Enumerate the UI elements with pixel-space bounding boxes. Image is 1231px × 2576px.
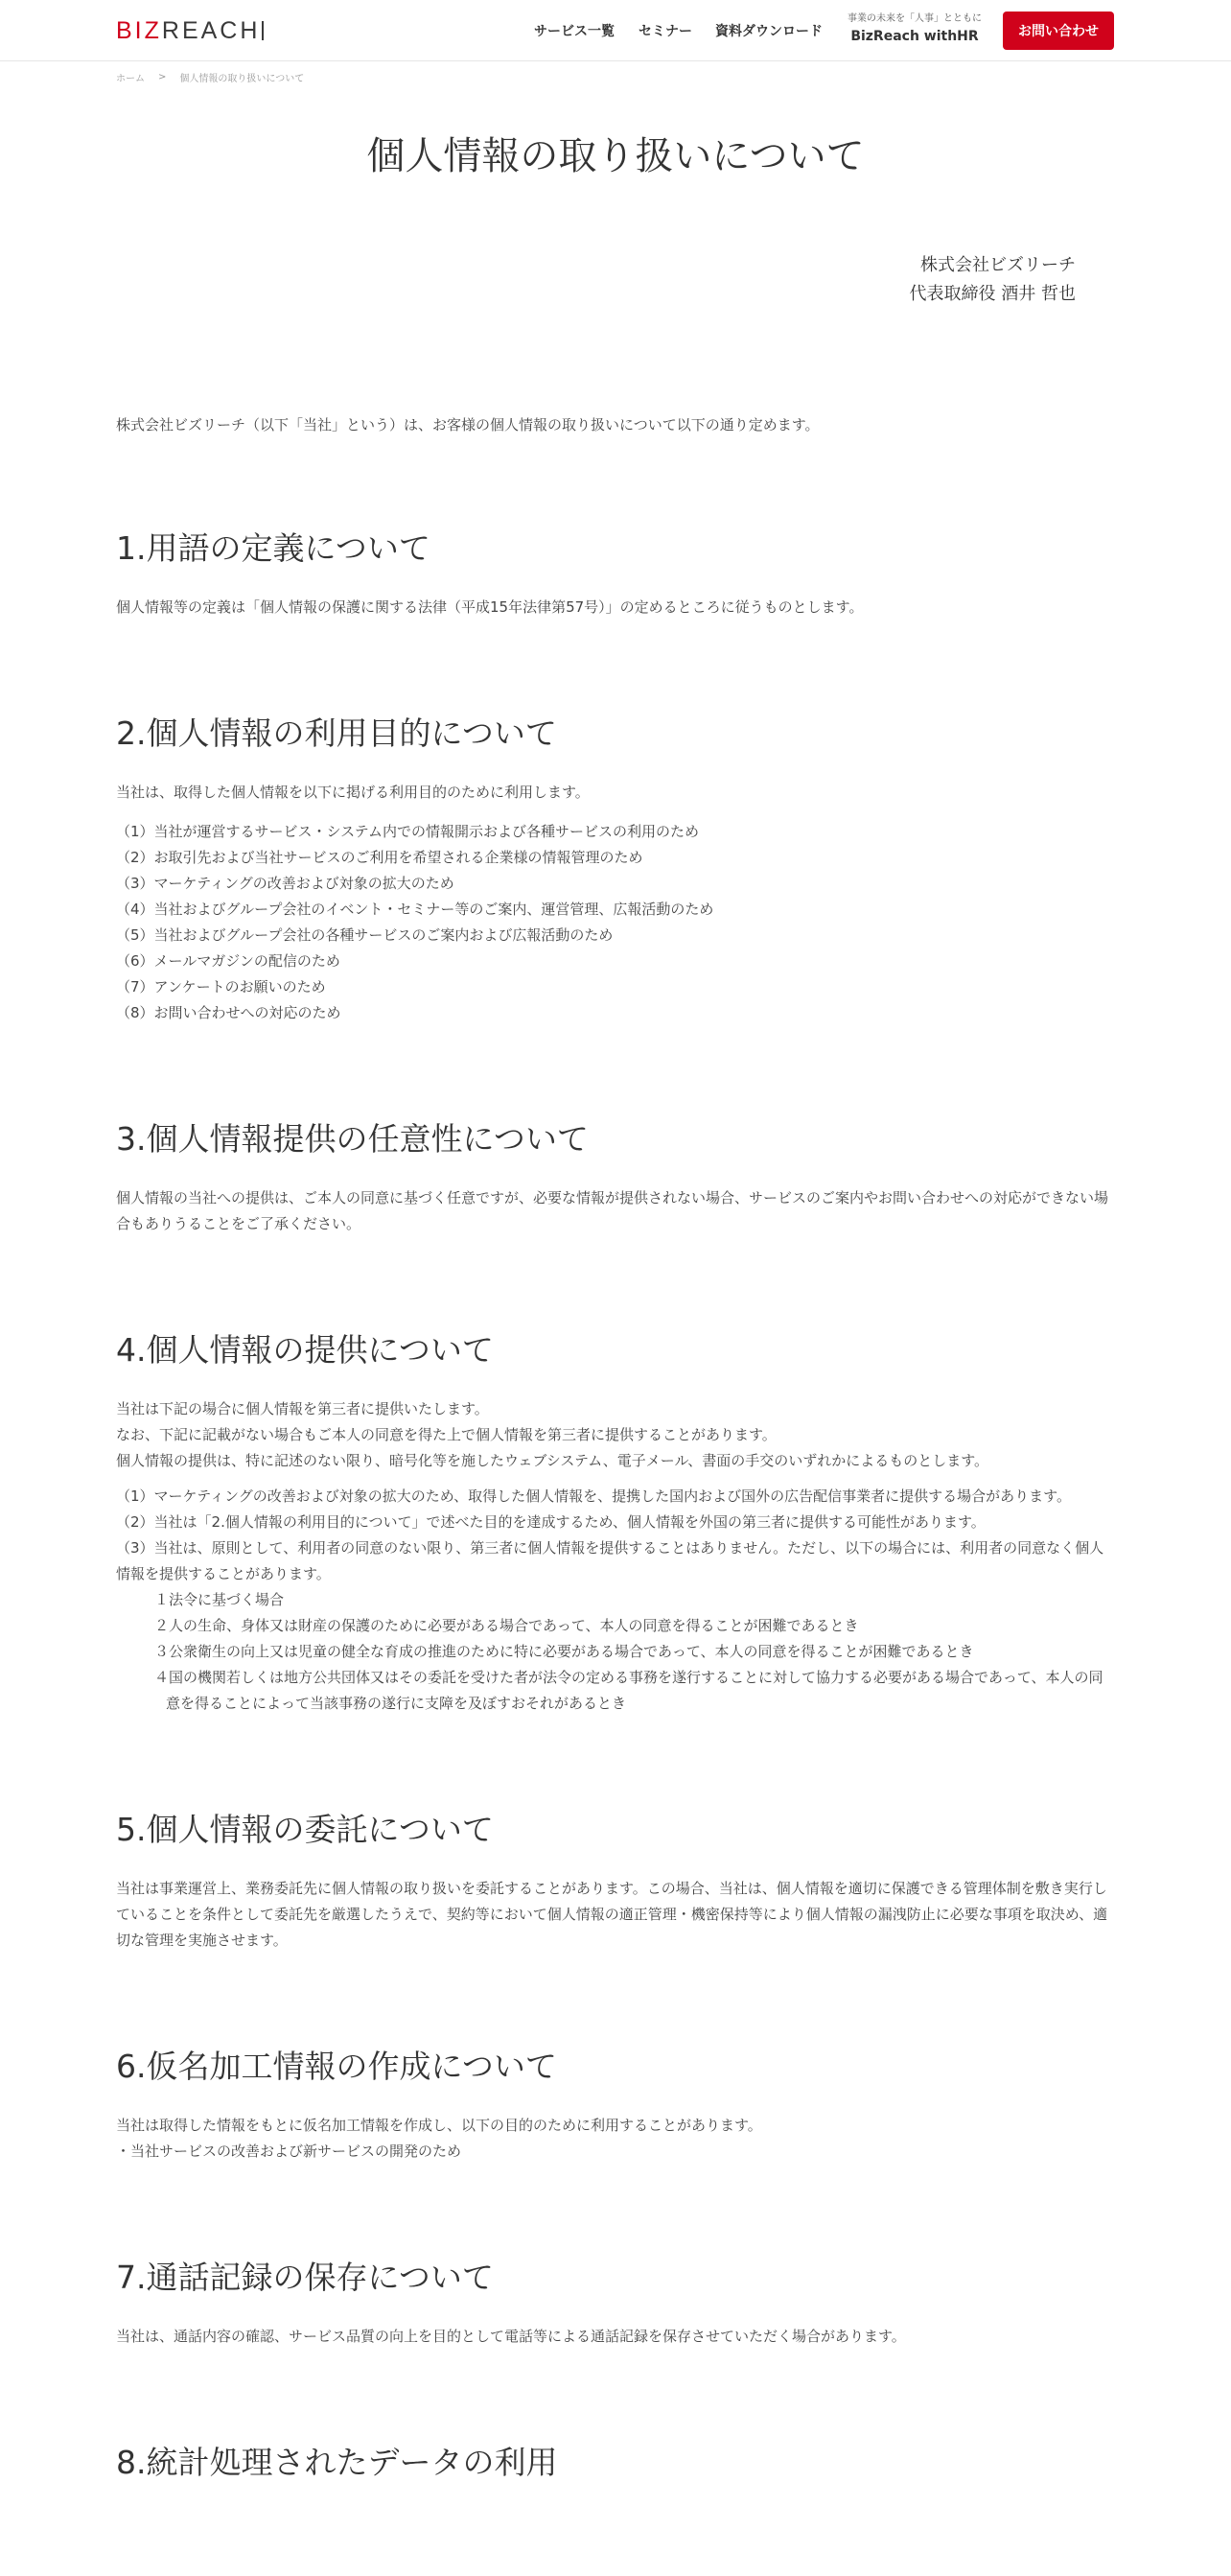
exception-list [116,1587,1115,1717]
breadcrumb-home-link[interactable]: ホーム [116,74,145,84]
section-call-records [116,2257,1115,2350]
page-title: 個人情報の取り扱いについて [366,134,865,178]
section-paragraph: 個人情報等の定義は「個人情報の保護に関する法律（平成15年法律第57号）」の定めるところに従うものとします。 [116,598,864,616]
breadcrumb [116,70,304,84]
breadcrumb-separator: > [158,72,167,82]
section-statistics [116,2442,1115,2484]
list-item: （7）アンケートのお願いのため [116,978,326,995]
provision-list [116,1484,1115,1587]
list-item: ２人の生命、身体又は財産の保護のために必要がある場合であって、本人の同意を得ることが困難であるとき [154,1617,859,1634]
nav-download-link[interactable]: 資料ダウンロード [715,24,823,39]
section-paragraph: 個人情報の提供は、特に記述のない限り、暗号化等を施したウェブシステム、電子メール、書面の手交のいずれかによるものとします。 [116,1452,989,1469]
section-definitions [116,527,1115,621]
list-item: （4）当社およびグループ会社のイベント・セミナー等のご案内、運営管理、広報活動のため [116,901,714,918]
logo-h-mark-icon [261,20,265,41]
section-outsourcing [116,1809,1115,1954]
list-item: （3）マーケティングの改善および対象の拡大のため [116,875,454,892]
section-voluntary [116,1118,1115,1237]
section-paragraph: ・当社サービスの改善および新サービスの開発のため [116,2143,462,2160]
withhr-name: BizReach withHR [850,29,979,44]
contact-button[interactable]: お問い合わせ [1003,12,1114,50]
section-heading: 4.個人情報の提供について [116,1331,494,1369]
section-heading: 3.個人情報提供の任意性について [116,1120,589,1158]
section-third-party [116,1329,1115,1717]
logo-reach-text: REACH [161,16,261,44]
withhr-link[interactable] [838,12,991,47]
intro-text: 株式会社ビズリーチ（以下「当社」という）は、お客様の個人情報の取り扱いについて以下の通り定めます。 [116,416,820,433]
logo-biz-text: BIZ [116,16,162,44]
signature-company: 株式会社ビズリーチ [920,255,1076,275]
section-purposes [116,713,1115,1026]
withhr-tagline: 事業の未来を「人事」とともに [848,13,982,24]
breadcrumb-current: 個人情報の取り扱いについて [179,74,305,84]
bizreach-logo[interactable] [116,15,265,46]
section-heading: 1.用語の定義について [116,529,430,567]
list-item: ３公衆衛生の向上又は児童の健全な育成の推進のために特に必要がある場合であって、本人の同意を得ることが困難であるとき [154,1643,974,1660]
list-item: ４国の機関若しくは地方公共団体又はその委託を受けた者が法令の定める事務を遂行することに対して協力する必要がある場合であって、本人の同意を得ることによって当該事務の遂行に支障を及ぼすおそれがあるとき [154,1669,1103,1712]
signature [910,251,1076,309]
section-heading: 2.個人情報の利用目的について [116,714,557,752]
section-heading: 5.個人情報の委託について [116,1811,494,1848]
policy-content [116,412,1115,2576]
section-paragraph: 当社は下記の場合に個人情報を第三者に提供いたします。 [116,1400,489,1417]
nav-seminar-link[interactable]: セミナー [639,24,692,39]
section-paragraph: 個人情報の当社への提供は、ご本人の同意に基づく任意ですが、必要な情報が提供されない場合、サービスのご案内やお問い合わせへの対応ができない場合もありうることをご了承ください。 [116,1189,1109,1232]
section-pseudonymized [116,2046,1115,2165]
list-item: （8）お問い合わせへの対応のため [116,1004,341,1021]
section-paragraph: なお、下記に記載がない場合もご本人の同意を得た上で個人情報を第三者に提供することがあります。 [116,1426,777,1443]
section-paragraph: 当社は取得した情報をもとに仮名加工情報を作成し、以下の目的のために利用することがあります。 [116,2117,762,2134]
nav-services-link[interactable]: サービス一覧 [534,24,615,39]
section-heading: 8.統計処理されたデータの利用 [116,2444,558,2481]
list-item: １法令に基づく場合 [154,1591,285,1608]
section-paragraph: 当社は、通話内容の確認、サービス品質の向上を目的として電話等による通話記録を保存させていただく場合があります。 [116,2328,906,2345]
signature-ceo: 代表取締役 酒井 哲也 [909,284,1076,304]
list-item: （2）当社は「2.個人情報の利用目的について」で述べた目的を達成するため、個人情報を外国の第三者に提供する可能性があります。 [116,1513,986,1531]
list-item: （6）メールマガジンの配信のため [116,952,340,970]
list-item: （3）当社は、原則として、利用者の同意のない限り、第三者に個人情報を提供することはありません。ただし、以下の場合には、利用者の同意なく個人情報を提供することがあります。 [116,1539,1104,1582]
list-item: （1）マーケティングの改善および対象の拡大のため、取得した個人情報を、提携した国内および国外の広告配信事業者に提供する場合があります。 [116,1487,1071,1505]
section-paragraph: 当社は事業運営上、業務委託先に個人情報の取り扱いを委託することがあります。この場合、当社は、個人情報を適切に保護できる管理体制を敷き実行していることを条件として委託先を厳選したうえで、契約等において個人情報の適正管理・機密保持等により個人情報の漏洩防止に必要な事項を取決め、適切な管理を実施させます。 [116,1880,1108,1949]
section-heading: 6.仮名加工情報の作成について [116,2048,557,2085]
list-item: （2）お取引先および当社サービスのご利用を希望される企業様の情報管理のため [116,849,643,866]
list-item: （1）当社が運営するサービス・システム内での情報開示および各種サービスの利用のため [116,823,700,840]
section-paragraph: 当社は、取得した個人情報を以下に掲げる利用目的のために利用します。 [116,784,590,801]
site-header [0,0,1231,61]
section-heading: 7.通話記録の保存について [116,2259,494,2296]
list-item: （5）当社およびグループ会社の各種サービスのご案内および広報活動のため [116,926,614,944]
purpose-list [116,819,1115,1026]
